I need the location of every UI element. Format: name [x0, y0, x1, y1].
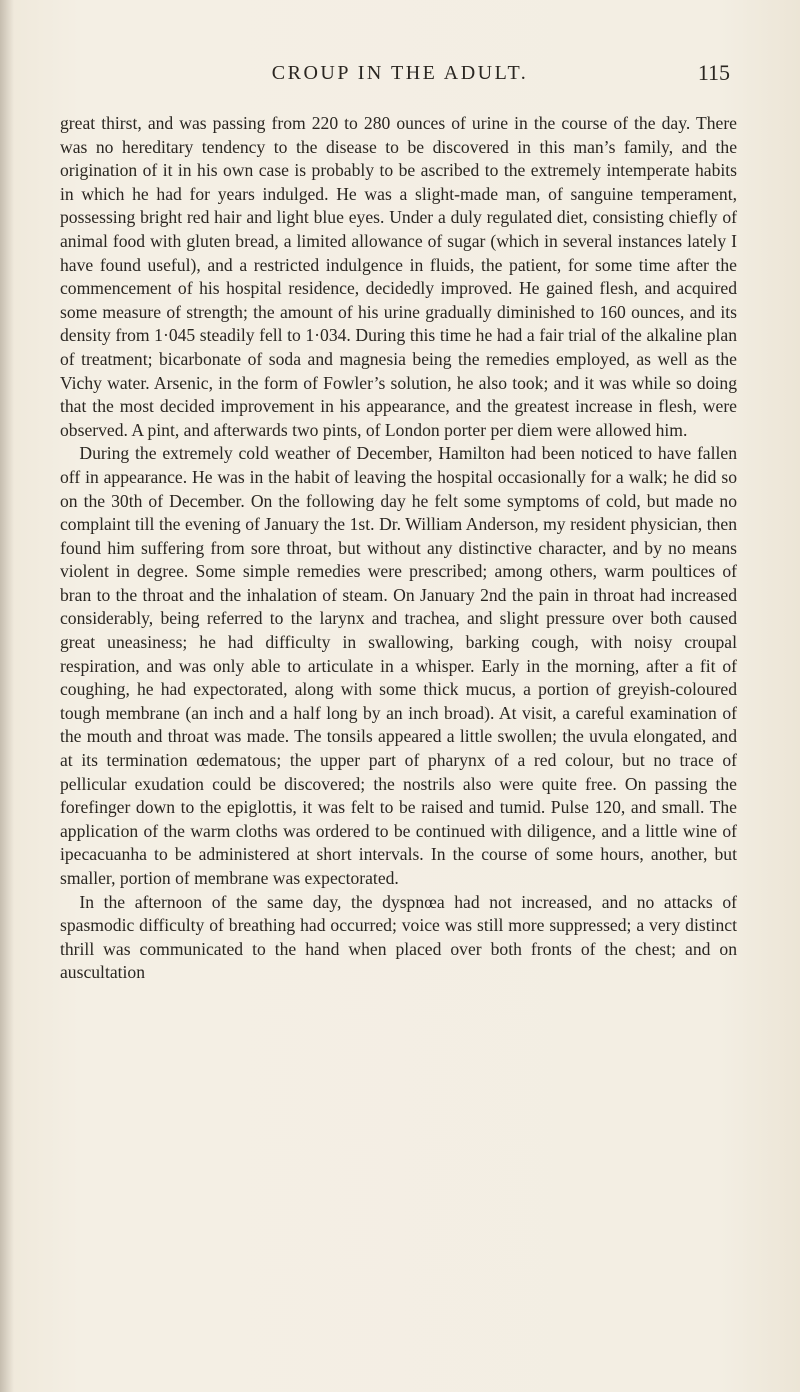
running-head	[60, 60, 740, 90]
body-text	[60, 112, 737, 985]
paragraph: During the extremely cold weather of December, Hamilton had been noticed to have fallen off in appearance. He was in the habit of leaving the hospital occasionally for a walk; he did so on the 30th of December. On the following day he felt some symptoms of cold, but made no complaint till the evening of January the 1st. Dr. William Anderson, my resident physician, then found him suffering from sore throat, but without any distinctive character, and by no means violent in degree. Some simple remedies were prescribed; among others, warm poultices of bran to the throat and the inhalation of steam. On January 2nd the pain in throat had increased considerably, being referred to the larynx and trachea, and slight pressure over both caused great uneasiness; he had difficulty in swallowing, barking cough, with noisy croupal respiration, and was only able to articulate in a whisper. Early in the morning, after a fit of coughing, he had expectorated, along with some thick mucus, a portion of greyish-coloured tough membrane (an inch and a half long by an inch broad). At visit, a careful examination of the mouth and throat was made. The tonsils appeared a little swollen; the uvula elongated, and at its termination œdematous; the upper part of pharynx of a red colour, but no trace of pellicular exudation could be discovered; the nostrils also were quite free. On passing the forefinger down to the epiglottis, it was felt to be raised and tumid. Pulse 120, and small. The application of the warm cloths was ordered to be continued with diligence, and a little wine of ipecacuanha to be administered at short intervals. In the course of some hours, another, but smaller, portion of membrane was expectorated.	[60, 443, 737, 888]
running-title: CROUP IN THE ADULT.	[271, 62, 529, 84]
paragraph: great thirst, and was passing from 220 to 280 ounces of urine in the course of the day. There was no hereditary tendency to the disease to be discovered in this man’s family, and the origination of it in his own case is probably to be ascribed to the extremely intemperate habits in which he had for years indulged. He was a slight-made man, of sanguine temperament, possessing bright red hair and light blue eyes. Under a duly regulated diet, consisting chiefly of animal food with gluten bread, a limited allowance of sugar (which in several instances lately I have found useful), and a restricted indulgence in fluids, the patient, for some time after the commencement of his hospital residence, decidedly improved. He gained flesh, and acquired some measure of strength; the amount of his urine gradually diminished to 160 ounces, and its density from 1·045 steadily fell to 1·034. During this time he had a fair trial of the alkaline plan of treatment; bicarbonate of soda and magnesia being the remedies employed, as well as the Vichy water. Arsenic, in the form of Fowler’s solution, he also took; and it was while so doing that the most decided improvement in his appearance, and the greatest increase in flesh, were observed. A pint, and afterwards two pints, of London porter per diem were allowed him.	[60, 113, 737, 440]
paragraph: In the afternoon of the same day, the dyspnœa had not increased, and no attacks of spasmodic difficulty of breathing had occurred; voice was still more suppressed; a very distinct thrill was communicated to the hand when placed over both fronts of the chest; and on auscultation	[60, 891, 737, 983]
page-number: 115	[697, 60, 730, 85]
page-gutter-shadow	[0, 0, 14, 1392]
